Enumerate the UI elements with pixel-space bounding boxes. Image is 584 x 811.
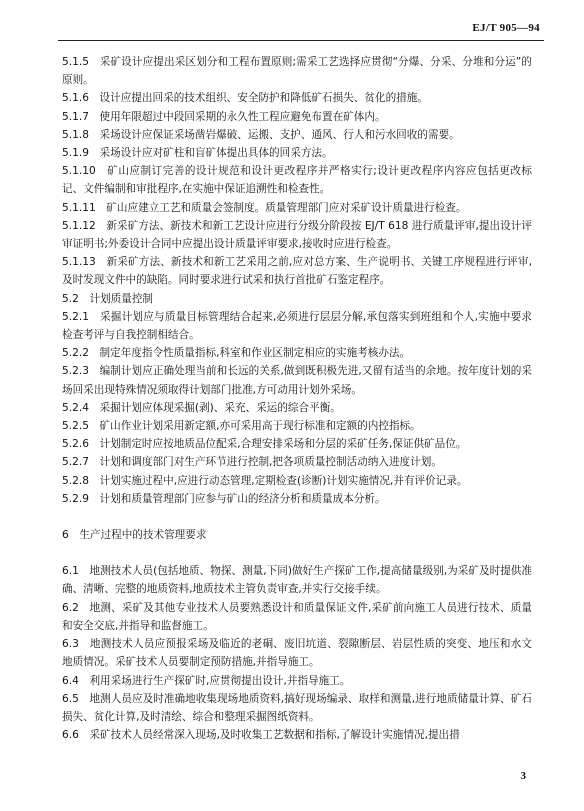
clause-5-2-4: 5.2.4 采掘计划应体现采掘(剥)、采充、采运的综合平衡。 [62, 401, 341, 414]
clause-5-1-8: 5.1.8 采场设计应保证采场凿岩爆破、运搬、支护、通风、行人和污水回收的需要。 [62, 128, 460, 141]
clause-6-5: 6.5 地测人员应及时准确地收集现场地质资料,搞好现场编录、取样和测量,进行地质储量计算、矿石损失、贫化计算,及时清绘、综合和整理采掘图纸资料。 [62, 692, 532, 723]
clause-5-1-11: 5.1.11 矿山应建立工艺和质量会签制度。质量管理部门应对采矿设计质量进行检查。 [62, 201, 467, 214]
clause-5-1-13: 5.1.13 新采矿方法、新技术和新工艺采用之前,应对总方案、生产说明书、关键工序规程进行评审,及时发现文件中的缺陷。同时要求进行试采和执行首批矿石鉴定程序。 [62, 256, 532, 287]
section-heading-5-2: 5.2 计划质量控制 [62, 292, 154, 305]
section-heading-6: 6 生产过程中的技术管理要求 [62, 529, 207, 542]
clause-5-2-8: 5.2.8 计划实施过程中,应进行动态管理,定期检查(诊断)计划实施情况,并有评价记录。 [62, 474, 468, 487]
clause-5-2-9: 5.2.9 计划和质量管理部门应参与矿山的经济分析和质量成本分析。 [62, 492, 386, 505]
clause-5-1-10: 5.1.10 矿山应制订完善的设计规范和设计更改程序并严格实行;设计更改程序内容应包括更改标记、文件编制和审批程序,在实施中保证追溯性和检查性。 [62, 165, 532, 196]
clause-5-2-1: 5.2.1 采掘计划应与质量目标管理结合起来,必须进行层层分解,承包落实到班组和个人,实施中要求检查考评与自我控制相结合。 [62, 310, 532, 342]
clause-6-4: 6.4 利用采场进行生产探矿时,应贯彻提出设计,并指导施工。 [62, 674, 351, 687]
clause-6-2: 6.2 地测、采矿及其他专业技术人员要熟悉设计和质量保证文件,采矿前向施工人员进行技术、质量和安全交底,并指导和监督施工。 [62, 601, 532, 632]
clause-6-1: 6.1 地测技术人员(包括地质、物探、测量,下同)做好生产探矿工作,提高储量级别,为采矿及时提供准确、清晰、完整的地质资料,地质技术主管负责审查,并实行交接手续。 [62, 565, 532, 596]
clause-5-1-6: 5.1.6 设计应提出回采的技术组织、安全防护和降低矿石损失、贫化的措施。 [62, 92, 428, 105]
section-gap [62, 544, 532, 562]
clause-6-3: 6.3 地测技术人员应预报采场及临近的老硐、废旧坑道、裂隙断层、岩层性质的突变、地压和水文地质情况。采矿技术人员要制定预防措施,并指导施工。 [62, 638, 532, 669]
page-number: 3 [520, 770, 526, 782]
clause-5-2-5: 5.2.5 矿山作业计划采用新定额,亦可采用高于现行标准和定额的内控指标。 [62, 420, 421, 433]
header-rule [58, 40, 544, 41]
clause-5-2-7: 5.2.7 计划和调度部门对生产环节进行控制,把各项质量控制活动纳入进度计划。 [62, 456, 442, 469]
clause-5-1-9: 5.1.9 采场设计应对矿柱和盲矿体提出具体的回采方法。 [62, 147, 333, 160]
clause-5-2-3: 5.2.3 编制计划应正确处理当前和长远的关系,做到既积极先进,又留有适当的余地。按年度计划的采场回采出现特殊情况须取得计划部门批准,方可动用计划外采场。 [62, 365, 532, 396]
clause-5-1-12: 5.1.12 新采矿方法、新技术和新工艺设计应进行分级分阶段按 EJ/T 618 进行质量评审,提出设计评审证明书;外委设计合同中应提出设计质量评审要求,接收时应进行检查。 [62, 219, 532, 251]
document-code: EJ/T 905—94 [472, 22, 540, 34]
section-gap [62, 508, 532, 526]
clause-6-6: 6.6 采矿技术人员经常深入现场,及时收集工艺数据和指标,了解设计实施情况,提出措 [62, 729, 460, 742]
clause-5-2-2: 5.2.2 制定年度指令性质量指标,科室和作业区制定相应的实施考核办法。 [62, 347, 411, 360]
clause-5-2-6: 5.2.6 计划制定时应按地质品位配采,合理安排采场和分层的采矿任务,保证供矿品位。 [62, 438, 467, 451]
clause-5-1-5: 5.1.5 采矿设计应提出采区划分和工程布置原则;需采工艺选择应贯彻“分爆、分采、分堆和分运”的原则。 [62, 56, 532, 87]
body-text [62, 53, 532, 744]
clause-5-1-7: 5.1.7 使用年限超过中段回采期的永久性工程应避免布置在矿体内。 [62, 110, 386, 123]
